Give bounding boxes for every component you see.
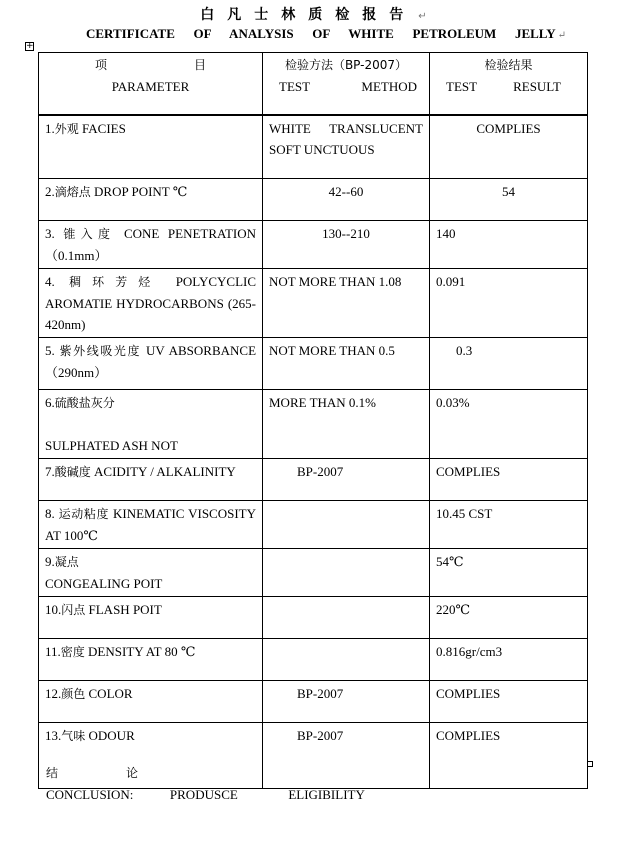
table-row [39,597,588,639]
method-cell [263,501,430,549]
table-row [39,501,588,549]
method-cell: WHITE TRANSLUCENT SOFT UNCTUOUS [263,116,430,179]
method-cell: 130--210 [263,221,430,269]
parameter-cell: 1.外观 FACIES [39,116,263,179]
table-resize-handle[interactable] [587,761,593,767]
result-cell: 220℃ [430,597,588,639]
header-result: 检验结果 TEST RESULT [430,53,588,115]
document-title-chinese: 白凡士林质检报告 ↵ [200,7,440,23]
table-header-row [39,53,588,115]
result-cell: COMPLIES [430,723,588,789]
table-move-handle-icon[interactable]: + [26,41,34,51]
table-row [39,221,588,269]
method-cell: MORE THAN 0.1% [263,390,430,459]
table-row [39,179,588,221]
result-cell: 0.816gr/cm3 [430,639,588,681]
table-row [39,390,588,459]
parameter-cell: 3. 锥入度 CONE PENETRATION （0.1mm） [39,221,263,269]
result-cell: 0.3 [430,338,588,390]
method-cell: BP-2007 [263,459,430,501]
method-cell [263,549,430,597]
method-cell: NOT MORE THAN 0.5 [263,338,430,390]
method-cell: BP-2007 [263,681,430,723]
parameter-cell: 12.颜色 COLOR [39,681,263,723]
table-row [39,549,588,597]
result-cell: COMPLIES [430,681,588,723]
parameter-cell: 2.滴熔点 DROP POINT ℃ [39,179,263,221]
parameter-cell: 11.密度 DENSITY AT 80 ℃ [39,639,263,681]
method-cell [263,639,430,681]
parameter-cell: 9.凝点 CONGEALING POIT [39,549,263,597]
result-cell: COMPLIES [430,459,588,501]
method-cell: 42--60 [263,179,430,221]
table-row [39,681,588,723]
conclusion-label: CONCLUSION: [46,787,134,802]
conclusion-word: ELIGIBILITY [288,787,365,802]
table-row [39,459,588,501]
result-cell: 54℃ [430,549,588,597]
result-cell: 54 [430,179,588,221]
result-cell: 140 [430,221,588,269]
parameter-cell: 7.酸碱度 ACIDITY / ALKALINITY [39,459,263,501]
result-cell: 10.45 CST [430,501,588,549]
parameter-cell: 8. 运动粘度 KINEMATIC VISCOSITY AT 100℃ [39,501,263,549]
result-cell: COMPLIES [430,116,588,179]
table-row [39,116,588,179]
table-row [39,639,588,681]
method-cell: BP-2007 [263,723,430,789]
document-title-english: CERTIFICATE OF ANALYSIS OF WHITE PETROLEUM JELLY ↵ [86,26,567,41]
parameter-cell: 5. 紫外线吸光度 UV ABSORBANCE （290nm） [39,338,263,390]
header-parameter: 项 目 PARAMETER [39,53,263,115]
result-cell: 0.03% [430,390,588,459]
result-cell: 0.091 [430,269,588,338]
table-row [39,338,588,390]
parameter-cell: 10.闪点 FLASH POIT [39,597,263,639]
parameter-cell: 6.硫酸盐灰分 SULPHATED ASH NOT [39,390,263,459]
parameter-cell: 4. 稠环芳烃 POLYCYCLIC AROMATIE HYDROCARBONS (265-420nm) [39,269,263,338]
conclusion-word: PRODUSCE [169,787,238,802]
analysis-table-body [38,115,588,789]
paragraph-mark: ↵ [418,11,440,22]
parameter-cell: 13.气味 ODOUR [39,723,263,789]
conclusion: 结 论 CONCLUSION: PRODUSCE ELIGIBILITY [46,766,365,802]
method-cell [263,597,430,639]
table-row [39,269,588,338]
method-cell: NOT MORE THAN 1.08 [263,269,430,338]
header-method: 检验方法（BP-2007） TEST METHOD [263,53,430,115]
